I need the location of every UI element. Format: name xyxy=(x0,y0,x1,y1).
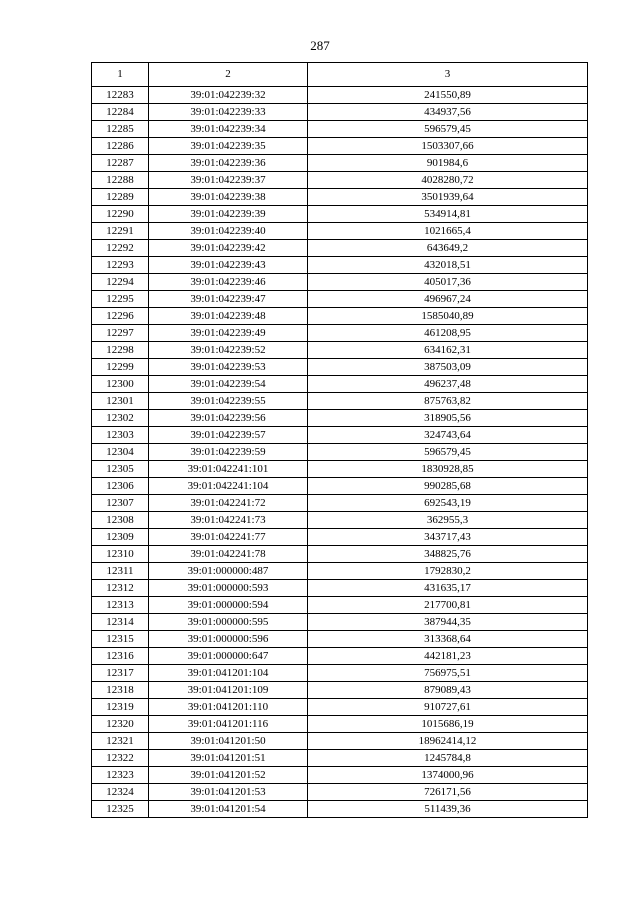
cadastral-number-cell: 39:01:041201:109 xyxy=(149,682,308,699)
cadastral-value-cell: 405017,36 xyxy=(308,274,588,291)
cadastral-value-cell: 241550,89 xyxy=(308,87,588,104)
cadastral-value-cell: 348825,76 xyxy=(308,546,588,563)
row-number-cell: 12322 xyxy=(92,750,149,767)
row-number-cell: 12323 xyxy=(92,767,149,784)
table-row xyxy=(92,376,588,393)
row-number-cell: 12310 xyxy=(92,546,149,563)
cadastral-value-cell: 692543,19 xyxy=(308,495,588,512)
cadastral-number-cell: 39:01:041201:53 xyxy=(149,784,308,801)
cadastral-value-cell: 1021665,4 xyxy=(308,223,588,240)
row-number-cell: 12291 xyxy=(92,223,149,240)
cadastral-value-cell: 4028280,72 xyxy=(308,172,588,189)
cadastral-number-cell: 39:01:042239:54 xyxy=(149,376,308,393)
table-row xyxy=(92,478,588,495)
table-row xyxy=(92,784,588,801)
cadastral-number-cell: 39:01:042239:49 xyxy=(149,325,308,342)
cadastral-number-cell: 39:01:042239:53 xyxy=(149,359,308,376)
cadastral-value-cell: 1503307,66 xyxy=(308,138,588,155)
table-row xyxy=(92,529,588,546)
cadastral-number-cell: 39:01:042241:104 xyxy=(149,478,308,495)
cadastral-number-cell: 39:01:042239:42 xyxy=(149,240,308,257)
cadastral-number-cell: 39:01:041201:54 xyxy=(149,801,308,818)
table-row xyxy=(92,495,588,512)
cadastral-number-cell: 39:01:000000:647 xyxy=(149,648,308,665)
table-row xyxy=(92,801,588,818)
cadastral-number-cell: 39:01:041201:116 xyxy=(149,716,308,733)
row-number-cell: 12301 xyxy=(92,393,149,410)
cadastral-number-cell: 39:01:042239:36 xyxy=(149,155,308,172)
row-number-cell: 12296 xyxy=(92,308,149,325)
cadastral-number-cell: 39:01:042239:33 xyxy=(149,104,308,121)
row-number-cell: 12290 xyxy=(92,206,149,223)
table-row xyxy=(92,461,588,478)
table-row xyxy=(92,546,588,563)
table-row xyxy=(92,597,588,614)
table-row xyxy=(92,223,588,240)
cadastral-number-cell: 39:01:042241:101 xyxy=(149,461,308,478)
row-number-cell: 12285 xyxy=(92,121,149,138)
cadastral-value-cell: 442181,23 xyxy=(308,648,588,665)
row-number-cell: 12294 xyxy=(92,274,149,291)
cadastral-value-cell: 362955,3 xyxy=(308,512,588,529)
table-row xyxy=(92,716,588,733)
cadastral-number-cell: 39:01:042239:52 xyxy=(149,342,308,359)
cadastral-number-cell: 39:01:000000:595 xyxy=(149,614,308,631)
table-row xyxy=(92,291,588,308)
cadastral-value-cell: 461208,95 xyxy=(308,325,588,342)
row-number-cell: 12292 xyxy=(92,240,149,257)
table-row xyxy=(92,648,588,665)
row-number-cell: 12298 xyxy=(92,342,149,359)
table-row xyxy=(92,359,588,376)
table-row xyxy=(92,172,588,189)
cadastral-value-cell: 726171,56 xyxy=(308,784,588,801)
cadastral-value-cell: 496237,48 xyxy=(308,376,588,393)
cadastral-number-cell: 39:01:041201:51 xyxy=(149,750,308,767)
cadastral-number-cell: 39:01:042239:39 xyxy=(149,206,308,223)
cadastral-value-cell: 1245784,8 xyxy=(308,750,588,767)
cadastral-number-cell: 39:01:042239:59 xyxy=(149,444,308,461)
row-number-cell: 12321 xyxy=(92,733,149,750)
row-number-cell: 12300 xyxy=(92,376,149,393)
table-row xyxy=(92,665,588,682)
cadastral-value-cell: 387944,35 xyxy=(308,614,588,631)
table-row xyxy=(92,580,588,597)
cadastral-number-cell: 39:01:041201:52 xyxy=(149,767,308,784)
row-number-cell: 12304 xyxy=(92,444,149,461)
table-header-row xyxy=(92,63,588,87)
cadastral-value-cell: 634162,31 xyxy=(308,342,588,359)
cadastral-number-cell: 39:01:042239:34 xyxy=(149,121,308,138)
row-number-cell: 12314 xyxy=(92,614,149,631)
cadastral-number-cell: 39:01:041201:50 xyxy=(149,733,308,750)
row-number-cell: 12299 xyxy=(92,359,149,376)
cadastral-number-cell: 39:01:042239:55 xyxy=(149,393,308,410)
cadastral-value-cell: 313368,64 xyxy=(308,631,588,648)
table-row xyxy=(92,155,588,172)
table-row xyxy=(92,767,588,784)
table-row xyxy=(92,614,588,631)
row-number-cell: 12307 xyxy=(92,495,149,512)
cadastral-number-cell: 39:01:000000:487 xyxy=(149,563,308,580)
row-number-cell: 12325 xyxy=(92,801,149,818)
cadastral-number-cell: 39:01:042239:40 xyxy=(149,223,308,240)
column-header-3: 3 xyxy=(308,63,588,87)
table-row xyxy=(92,733,588,750)
cadastral-value-cell: 534914,81 xyxy=(308,206,588,223)
row-number-cell: 12302 xyxy=(92,410,149,427)
table-row xyxy=(92,444,588,461)
cadastral-number-cell: 39:01:042239:37 xyxy=(149,172,308,189)
cadastral-number-cell: 39:01:041201:104 xyxy=(149,665,308,682)
table-row xyxy=(92,427,588,444)
cadastral-number-cell: 39:01:000000:594 xyxy=(149,597,308,614)
row-number-cell: 12308 xyxy=(92,512,149,529)
cadastral-value-cell: 756975,51 xyxy=(308,665,588,682)
row-number-cell: 12284 xyxy=(92,104,149,121)
table-row xyxy=(92,682,588,699)
cadastral-number-cell: 39:01:042239:32 xyxy=(149,87,308,104)
cadastral-value-cell: 217700,81 xyxy=(308,597,588,614)
cadastral-value-table xyxy=(91,62,588,818)
row-number-cell: 12324 xyxy=(92,784,149,801)
table-row xyxy=(92,138,588,155)
cadastral-value-cell: 496967,24 xyxy=(308,291,588,308)
table-body xyxy=(92,87,588,818)
row-number-cell: 12303 xyxy=(92,427,149,444)
row-number-cell: 12297 xyxy=(92,325,149,342)
cadastral-number-cell: 39:01:000000:596 xyxy=(149,631,308,648)
table-row xyxy=(92,631,588,648)
cadastral-number-cell: 39:01:000000:593 xyxy=(149,580,308,597)
table-row xyxy=(92,257,588,274)
cadastral-value-cell: 875763,82 xyxy=(308,393,588,410)
row-number-cell: 12312 xyxy=(92,580,149,597)
cadastral-value-cell: 434937,56 xyxy=(308,104,588,121)
table-row xyxy=(92,699,588,716)
row-number-cell: 12288 xyxy=(92,172,149,189)
row-number-cell: 12286 xyxy=(92,138,149,155)
cadastral-value-cell: 324743,64 xyxy=(308,427,588,444)
cadastral-value-cell: 387503,09 xyxy=(308,359,588,376)
row-number-cell: 12318 xyxy=(92,682,149,699)
row-number-cell: 12313 xyxy=(92,597,149,614)
column-header-2: 2 xyxy=(149,63,308,87)
row-number-cell: 12317 xyxy=(92,665,149,682)
cadastral-value-cell: 1585040,89 xyxy=(308,308,588,325)
row-number-cell: 12289 xyxy=(92,189,149,206)
cadastral-number-cell: 39:01:042239:46 xyxy=(149,274,308,291)
table-row xyxy=(92,189,588,206)
cadastral-value-cell: 901984,6 xyxy=(308,155,588,172)
cadastral-value-cell: 318905,56 xyxy=(308,410,588,427)
cadastral-number-cell: 39:01:042239:43 xyxy=(149,257,308,274)
cadastral-value-cell: 432018,51 xyxy=(308,257,588,274)
table-row xyxy=(92,206,588,223)
table-row xyxy=(92,308,588,325)
cadastral-value-cell: 1015686,19 xyxy=(308,716,588,733)
cadastral-value-cell: 431635,17 xyxy=(308,580,588,597)
cadastral-number-cell: 39:01:042241:73 xyxy=(149,512,308,529)
cadastral-number-cell: 39:01:042241:72 xyxy=(149,495,308,512)
cadastral-value-cell: 1830928,85 xyxy=(308,461,588,478)
row-number-cell: 12295 xyxy=(92,291,149,308)
cadastral-value-cell: 343717,43 xyxy=(308,529,588,546)
row-number-cell: 12311 xyxy=(92,563,149,580)
cadastral-value-cell: 1792830,2 xyxy=(308,563,588,580)
row-number-cell: 12315 xyxy=(92,631,149,648)
cadastral-value-cell: 1374000,96 xyxy=(308,767,588,784)
cadastral-value-cell: 643649,2 xyxy=(308,240,588,257)
row-number-cell: 12309 xyxy=(92,529,149,546)
column-header-1: 1 xyxy=(92,63,149,87)
cadastral-value-cell: 990285,68 xyxy=(308,478,588,495)
row-number-cell: 12305 xyxy=(92,461,149,478)
cadastral-value-cell: 596579,45 xyxy=(308,444,588,461)
cadastral-number-cell: 39:01:042239:47 xyxy=(149,291,308,308)
cadastral-value-cell: 511439,36 xyxy=(308,801,588,818)
cadastral-number-cell: 39:01:042239:48 xyxy=(149,308,308,325)
table-row xyxy=(92,393,588,410)
row-number-cell: 12319 xyxy=(92,699,149,716)
table-row xyxy=(92,104,588,121)
table-row xyxy=(92,512,588,529)
table-row xyxy=(92,121,588,138)
cadastral-value-cell: 3501939,64 xyxy=(308,189,588,206)
cadastral-number-cell: 39:01:042239:35 xyxy=(149,138,308,155)
table-row xyxy=(92,325,588,342)
cadastral-value-cell: 879089,43 xyxy=(308,682,588,699)
row-number-cell: 12320 xyxy=(92,716,149,733)
table-row xyxy=(92,240,588,257)
page-number: 287 xyxy=(310,38,330,53)
cadastral-number-cell: 39:01:042239:56 xyxy=(149,410,308,427)
cadastral-value-cell: 596579,45 xyxy=(308,121,588,138)
cadastral-number-cell: 39:01:041201:110 xyxy=(149,699,308,716)
table-row xyxy=(92,342,588,359)
cadastral-number-cell: 39:01:042239:38 xyxy=(149,189,308,206)
row-number-cell: 12283 xyxy=(92,87,149,104)
cadastral-number-cell: 39:01:042239:57 xyxy=(149,427,308,444)
table-row xyxy=(92,750,588,767)
cadastral-number-cell: 39:01:042241:77 xyxy=(149,529,308,546)
table-row xyxy=(92,87,588,104)
table-row xyxy=(92,563,588,580)
cadastral-value-cell: 18962414,12 xyxy=(308,733,588,750)
row-number-cell: 12316 xyxy=(92,648,149,665)
cadastral-value-cell: 910727,61 xyxy=(308,699,588,716)
row-number-cell: 12293 xyxy=(92,257,149,274)
row-number-cell: 12306 xyxy=(92,478,149,495)
table-row xyxy=(92,274,588,291)
table-row xyxy=(92,410,588,427)
row-number-cell: 12287 xyxy=(92,155,149,172)
cadastral-number-cell: 39:01:042241:78 xyxy=(149,546,308,563)
